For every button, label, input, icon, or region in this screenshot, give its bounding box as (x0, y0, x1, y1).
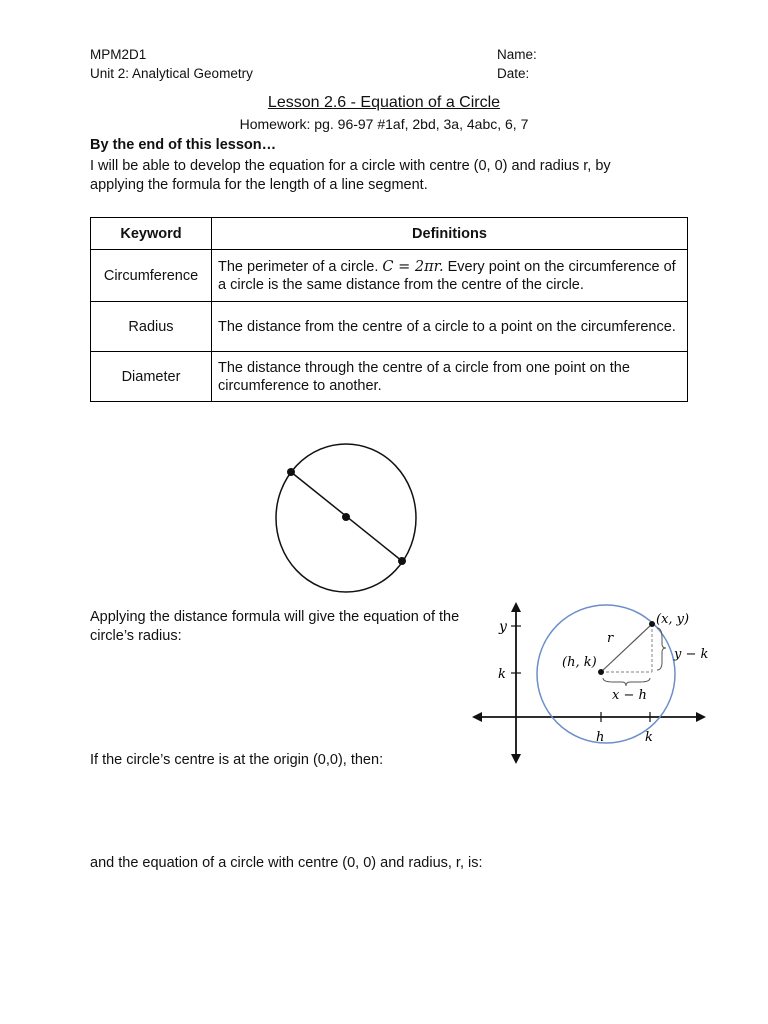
x-axis-arrow-left (472, 712, 482, 722)
origin-text: If the circle’s centre is at the origin (0,0), then: (90, 752, 384, 768)
x-tick-k-label: k (645, 730, 653, 745)
diameter-endpoint (287, 468, 295, 476)
diameter-endpoint (398, 557, 406, 565)
course-code: MPM2D1 (90, 47, 147, 62)
y-tick-k-label: k (498, 667, 506, 682)
definitions-table (90, 217, 688, 402)
table-header-definitions: Definitions (212, 218, 688, 250)
distance-formula-text: Applying the distance formula will give the equation of the circle’s radius: (90, 609, 460, 644)
vertical-brace (657, 628, 666, 670)
centre-point (598, 669, 604, 675)
centre-label: (h, k) (562, 655, 597, 670)
y-minus-k-label: y − k (674, 647, 709, 662)
table-row (91, 352, 688, 402)
keyword-cell: Diameter (91, 352, 212, 402)
circumference-formula: C = 2πr. (382, 258, 444, 275)
circle-diameter-diagram (270, 438, 430, 598)
horizontal-brace (603, 678, 650, 686)
equation-text: and the equation of a circle with centre (0, 0) and radius, r, is: (90, 855, 483, 871)
goal-heading: By the end of this lesson… (90, 137, 277, 153)
y-axis-arrow-up (511, 602, 521, 612)
circle-point (649, 621, 655, 627)
x-minus-h-label: x − h (612, 688, 647, 703)
definition-text-cont: Every point on the circumference of a circle is the same distance from the centre of the circle. (218, 258, 676, 293)
date-label: Date: (497, 66, 530, 81)
circle-coordinate-graph (470, 598, 715, 768)
centre-point (342, 513, 350, 521)
x-axis-arrow-right (696, 712, 706, 722)
y-axis-arrow-down (511, 754, 521, 764)
table-header-row (91, 218, 688, 250)
x-tick-h-label: h (596, 730, 605, 745)
definition-cell (212, 250, 688, 302)
definition-text: The perimeter of a circle. (218, 258, 383, 275)
definition-cell: The distance through the centre of a circle from one point on the circumference to another. (212, 352, 688, 402)
keyword-cell: Radius (91, 302, 212, 352)
table-row (91, 250, 688, 302)
unit-title: Unit 2: Analytical Geometry (90, 66, 253, 81)
table-header-keyword: Keyword (91, 218, 212, 250)
lesson-title: Lesson 2.6 - Equation of a Circle (267, 94, 501, 111)
homework-line: Homework: pg. 96-97 #1af, 2bd, 3a, 4abc, 6, 7 (239, 116, 529, 132)
y-axis-label: y (499, 619, 507, 635)
point-xy-label: (x, y) (656, 612, 690, 627)
table-row (91, 302, 688, 352)
keyword-cell: Circumference (91, 250, 212, 302)
definition-cell: The distance from the centre of a circle to a point on the circumference. (212, 302, 688, 352)
goal-text: I will be able to develop the equation for a circle with centre (0, 0) and radius r, by applying the formula for the length of a line segment. (90, 158, 611, 193)
name-label: Name: (497, 47, 537, 62)
radius-label: r (607, 631, 614, 646)
